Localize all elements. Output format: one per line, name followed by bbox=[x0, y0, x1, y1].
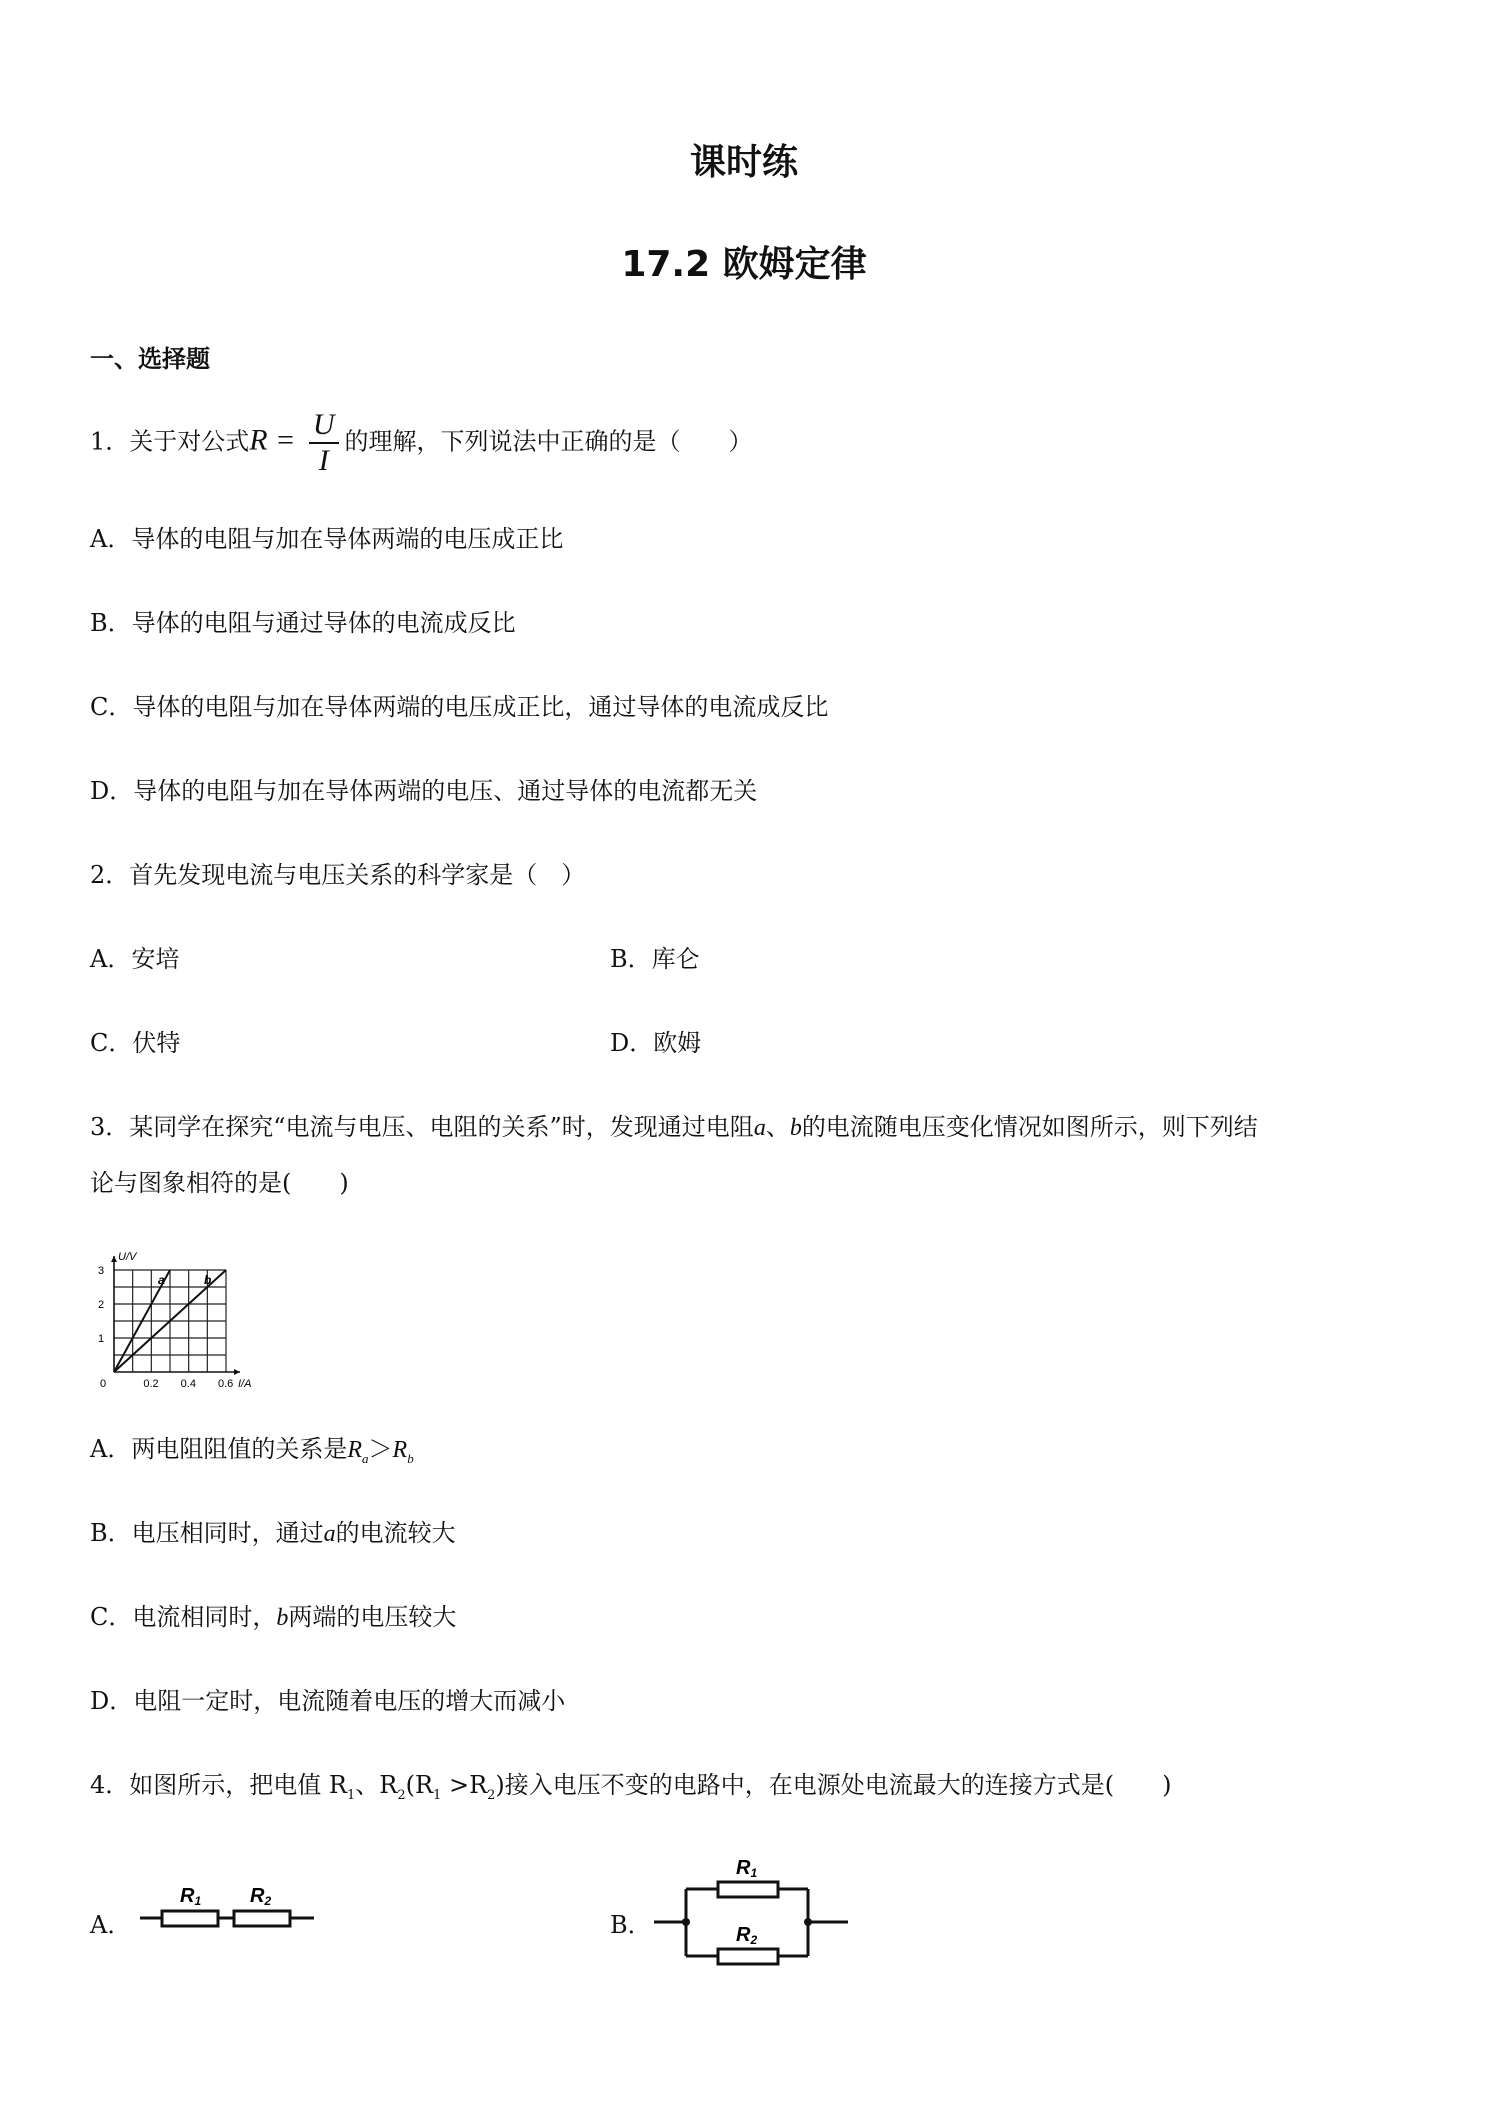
q3-option-d[interactable]: D．电阻一定时，电流随着电压的增大而减小 bbox=[90, 1687, 566, 1715]
q1-formula-numerator: U bbox=[309, 408, 339, 444]
q2-option-c[interactable]: C．伏特 bbox=[90, 1029, 181, 1057]
q3-optC-pre: C．电流相同时， bbox=[90, 1603, 277, 1631]
q3-optA-sub-a: a bbox=[362, 1450, 369, 1466]
q3-optA-gt: ＞ bbox=[368, 1435, 393, 1463]
q3-optB-var: a bbox=[323, 1521, 336, 1547]
q3-stem-part2: 的电流随电压变化情况如图所示，则下列结 bbox=[801, 1113, 1258, 1141]
q3-stem-part1: 3．某同学在探究“电流与电压、电阻的关系”时，发现通过电阻 bbox=[90, 1113, 754, 1141]
q4-mid1: 、R bbox=[355, 1771, 398, 1799]
q3-optA-r1: R bbox=[347, 1437, 363, 1463]
series-label-b: b bbox=[204, 1273, 212, 1287]
page-title: 课时练 bbox=[689, 142, 798, 183]
resistor-r2 bbox=[234, 1911, 290, 1926]
x-tick-label: 0.4 bbox=[180, 1378, 196, 1390]
q3-optC-var: b bbox=[276, 1605, 289, 1631]
q1-prefix: 1．关于对公式 bbox=[90, 427, 250, 456]
q4-option-b-label[interactable]: B． bbox=[610, 1911, 652, 1939]
q4-option-a-label[interactable]: A． bbox=[90, 1911, 132, 1939]
q4-sub4: 2 bbox=[487, 1787, 496, 1803]
question-3-stem bbox=[90, 1110, 1258, 1145]
q4-stem-post: )接入电压不变的电路中，在电源处电流最大的连接方式是( ) bbox=[495, 1771, 1172, 1799]
q3-optB-post: 的电流较大 bbox=[335, 1519, 456, 1547]
q1-option-a[interactable]: A．导体的电阻与加在导体两端的电压成正比 bbox=[90, 525, 564, 553]
q3-optA-text: A．两电阻阻值的关系是 bbox=[90, 1435, 348, 1463]
q4-sub1: 1 bbox=[346, 1787, 356, 1803]
r2-label: R2 bbox=[250, 1885, 272, 1908]
q3-optA-r2: R bbox=[392, 1437, 408, 1463]
q3-ui-graph bbox=[96, 1244, 256, 1390]
question-1-stem bbox=[90, 408, 753, 478]
q4-mid2: (R bbox=[405, 1771, 434, 1799]
y-tick-label: 2 bbox=[98, 1299, 105, 1311]
x-tick-label: 0.6 bbox=[218, 1378, 234, 1390]
q3-var-a: a bbox=[753, 1115, 766, 1141]
q4-circuit-parallel[interactable] bbox=[652, 1852, 862, 1978]
q3-option-b[interactable] bbox=[90, 1516, 456, 1551]
question-2-stem: 2．首先发现电流与电压关系的科学家是（ ） bbox=[90, 861, 586, 889]
r2-label: R2 bbox=[736, 1924, 758, 1947]
y-tick-label: 1 bbox=[98, 1333, 105, 1345]
q4-stem-pre: 4．如图所示，把电值 R bbox=[90, 1771, 347, 1799]
y-tick-label: 3 bbox=[98, 1265, 105, 1277]
y-axis-label: U/V bbox=[118, 1251, 137, 1263]
q3-var-b: b bbox=[789, 1115, 802, 1141]
page-subtitle: 17.2 欧姆定律 bbox=[621, 244, 867, 285]
resistor-r1 bbox=[162, 1911, 218, 1926]
question-3-stem-line2: 论与图象相符的是( ) bbox=[90, 1169, 349, 1197]
junction-right bbox=[804, 1918, 812, 1926]
q4-mid3: >R bbox=[441, 1771, 488, 1799]
q1-option-b[interactable]: B．导体的电阻与通过导体的电流成反比 bbox=[90, 609, 516, 637]
r1-label: R1 bbox=[736, 1857, 758, 1880]
q2-option-d[interactable]: D．欧姆 bbox=[610, 1029, 702, 1057]
section-heading: 一、选择题 bbox=[90, 345, 210, 373]
q1-formula-lhs: R bbox=[249, 423, 268, 457]
x-tick-label: 0.2 bbox=[143, 1378, 159, 1390]
q3-optA-sub-b: b bbox=[407, 1450, 414, 1466]
resistor-r1 bbox=[718, 1882, 778, 1897]
junction-left bbox=[682, 1918, 690, 1926]
q4-sub2: 2 bbox=[397, 1787, 406, 1803]
y-axis-arrow bbox=[111, 1256, 117, 1262]
q3-optC-post: 两端的电压较大 bbox=[288, 1603, 457, 1631]
question-4-stem bbox=[90, 1768, 1172, 1813]
x-tick-label: 0 bbox=[100, 1378, 107, 1390]
x-axis-label: I/A bbox=[238, 1378, 252, 1390]
q3-option-c[interactable] bbox=[90, 1600, 456, 1635]
q4-sub3: 1 bbox=[433, 1787, 442, 1803]
q3-optB-pre: B．电压相同时，通过 bbox=[90, 1519, 324, 1547]
q1-option-d[interactable]: D．导体的电阻与加在导体两端的电压、通过导体的电流都无关 bbox=[90, 777, 758, 805]
resistor-r2 bbox=[718, 1949, 778, 1964]
q1-formula-eq: = bbox=[267, 423, 303, 457]
series-label-a: a bbox=[158, 1273, 165, 1287]
q2-option-a[interactable]: A．安培 bbox=[90, 945, 180, 973]
q1-option-c[interactable]: C．导体的电阻与加在导体两端的电压成正比，通过导体的电流成反比 bbox=[90, 693, 829, 721]
q4-circuit-series[interactable] bbox=[138, 1872, 318, 1942]
q1-formula-denominator: I bbox=[318, 444, 329, 477]
q3-option-a[interactable] bbox=[90, 1432, 414, 1476]
r1-label: R1 bbox=[180, 1885, 202, 1908]
x-axis-arrow bbox=[234, 1369, 240, 1375]
q3-sep: 、 bbox=[765, 1113, 790, 1141]
q1-formula-fraction bbox=[309, 408, 339, 478]
q1-suffix: 的理解，下列说法中正确的是（ ） bbox=[344, 427, 753, 456]
q2-option-b[interactable]: B．库仑 bbox=[610, 945, 700, 973]
